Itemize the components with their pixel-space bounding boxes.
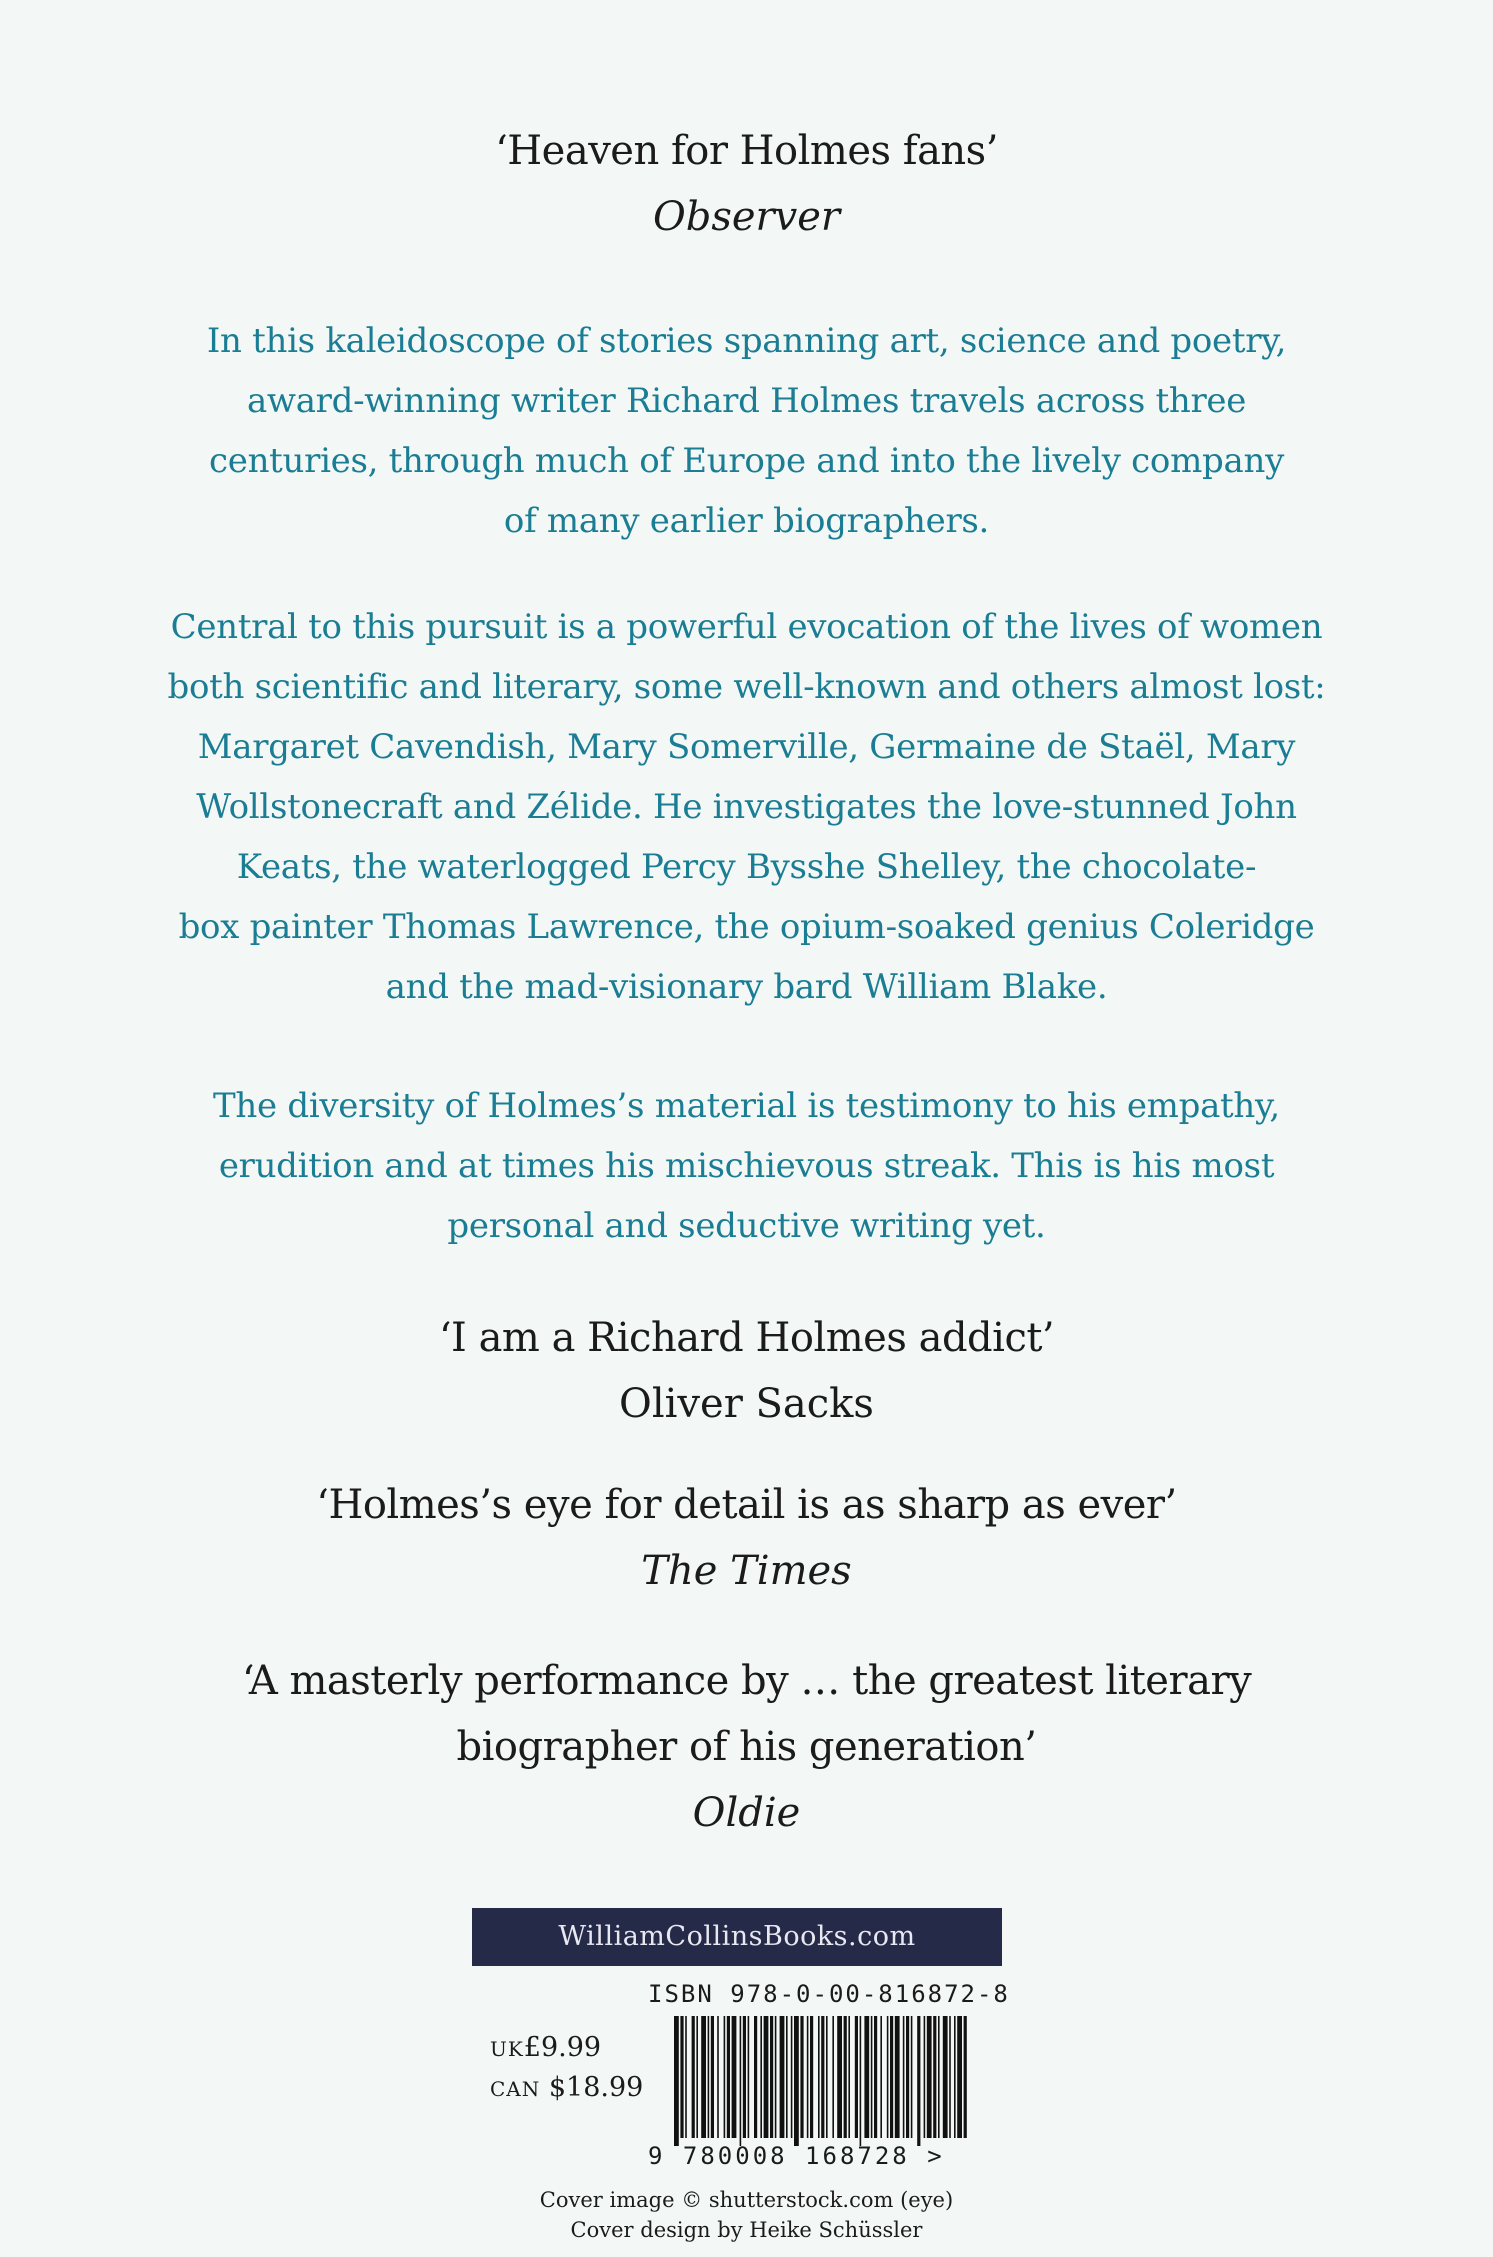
- blurb-paragraph-3: [0, 1076, 1493, 1256]
- barcode-bar: [964, 2016, 967, 2138]
- cover-image-credit: Cover image © shutterstock.com (eye): [539, 2188, 954, 2212]
- blurb-line: award-winning writer Richard Holmes travels across three: [246, 381, 1247, 421]
- barcode-bar: [890, 2016, 893, 2138]
- price-uk-value: £9.99: [523, 2032, 602, 2063]
- cover-design-credit: Cover design by Heike Schüssler: [570, 2218, 923, 2242]
- barcode-bar: [775, 2016, 777, 2138]
- barcode-bar: [871, 2016, 873, 2138]
- barcode-bar: [764, 2016, 769, 2138]
- barcode-bar: [860, 2016, 862, 2146]
- barcode-bar: [732, 2016, 737, 2138]
- barcode-bar: [848, 2016, 850, 2138]
- quote-text: ‘Heaven for Holmes fans’: [495, 128, 998, 174]
- quote-source: Oldie: [692, 1790, 801, 1836]
- barcode-bar: [740, 2016, 742, 2146]
- barcode-bar: [810, 2016, 813, 2138]
- barcode-bar: [701, 2016, 706, 2138]
- blurb-line: Central to this pursuit is a powerful evocation of the lives of women: [170, 607, 1323, 647]
- barcode-bar: [903, 2016, 905, 2138]
- blurb-line: The diversity of Holmes’s material is testimony to his empathy,: [213, 1086, 1280, 1126]
- barcode-bar: [821, 2016, 824, 2138]
- barcode-bar: [864, 2016, 869, 2138]
- barcode-bar: [674, 2016, 679, 2146]
- blurb-paragraph-1: [0, 311, 1493, 551]
- barcode-bar: [957, 2016, 962, 2138]
- barcode-bar: [708, 2016, 710, 2138]
- barcode-bar: [685, 2016, 687, 2138]
- publisher-website-link[interactable]: WilliamCollinsBooks.com: [472, 1908, 1002, 1966]
- quote-text: ‘I am a Richard Holmes addict’: [438, 1315, 1055, 1361]
- barcode-bar: [780, 2016, 785, 2138]
- blurb-line: centuries, through much of Europe and into the lively company: [209, 441, 1284, 481]
- barcode-bar: [791, 2016, 793, 2138]
- blurb-line: In this kaleidoscope of stories spanning art, science and poetry,: [206, 321, 1287, 361]
- barcode-bar: [770, 2016, 773, 2138]
- barcode-bar: [786, 2016, 788, 2138]
- blurb-line: Keats, the waterlogged Percy Bysshe Shelley, the chocolate-: [236, 847, 1257, 887]
- review-quote-1: [0, 118, 1493, 250]
- barcode-bar: [837, 2016, 842, 2138]
- barcode-bar: [874, 2016, 877, 2138]
- blurb-line: Margaret Cavendish, Mary Somerville, Germaine de Staël, Mary: [197, 727, 1296, 767]
- quote-text: ‘Holmes’s eye for detail is as sharp as ever’: [316, 1482, 1177, 1528]
- quote-source: Observer: [652, 194, 841, 240]
- barcode-bar: [887, 2016, 889, 2138]
- barcode-bar: [754, 2016, 757, 2138]
- barcode-bar: [933, 2016, 936, 2138]
- price-uk-label: UK: [490, 2037, 524, 2061]
- barcode-bar: [724, 2016, 726, 2138]
- barcode-bar: [818, 2016, 820, 2138]
- barcode-bar: [760, 2016, 762, 2138]
- barcode-bar: [696, 2016, 698, 2138]
- barcode-bar: [794, 2016, 799, 2146]
- blurb-line: box painter Thomas Lawrence, the opium-soaked genius Coleridge: [178, 907, 1315, 947]
- barcode-bar: [844, 2016, 847, 2138]
- barcode-bar: [911, 2016, 913, 2138]
- barcode-bar: [906, 2016, 909, 2138]
- blurb-line: Wollstonecraft and Zélide. He investigates the love-stunned John: [196, 787, 1297, 827]
- barcode-bar: [748, 2016, 750, 2138]
- blurb-line: erudition and at times his mischievous streak. This is his most: [218, 1146, 1275, 1186]
- barcode-bar: [938, 2016, 940, 2138]
- blurb-line: both scientific and literary, some well-known and others almost lost:: [167, 667, 1326, 707]
- barcode-bar: [692, 2016, 695, 2138]
- barcode-bar: [924, 2016, 926, 2138]
- barcode-bar: [832, 2016, 834, 2138]
- quote-source: Oliver Sacks: [619, 1381, 874, 1427]
- blurb-paragraph-2: [0, 597, 1493, 1017]
- barcode-bar: [927, 2016, 932, 2138]
- quote-source: The Times: [641, 1548, 852, 1594]
- barcode-bar: [680, 2016, 683, 2138]
- barcode-bar: [727, 2016, 730, 2138]
- blurb-line: and the mad-visionary bard William Blake.: [385, 967, 1108, 1007]
- cover-credits: [0, 2185, 1493, 2245]
- review-quote-3: [0, 1472, 1493, 1604]
- barcode-bar: [943, 2016, 948, 2138]
- blurb-line: personal and seductive writing yet.: [447, 1206, 1046, 1246]
- barcode-bar: [954, 2016, 956, 2138]
- barcode-image: [672, 2016, 972, 2146]
- price-can: [490, 2072, 643, 2103]
- barcode-bar: [800, 2016, 803, 2138]
- price-uk: [490, 2032, 601, 2063]
- barcode-bar: [949, 2016, 951, 2138]
- barcode-bar: [711, 2016, 714, 2138]
- price-can-value: $18.99: [548, 2072, 644, 2103]
- quote-text-line-1: ‘A masterly performance by … the greatest literary: [241, 1658, 1252, 1704]
- barcode-bar: [717, 2016, 719, 2138]
- barcode-bar: [855, 2016, 858, 2138]
- isbn-number: ISBN 978-0-00-816872-8: [648, 1980, 1010, 2008]
- barcode-bar: [826, 2016, 828, 2138]
- barcode-bar: [895, 2016, 900, 2138]
- barcode-bar: [917, 2016, 920, 2146]
- barcode-bar: [807, 2016, 809, 2138]
- blurb-line: of many earlier biographers.: [503, 501, 990, 541]
- price-can-label: CAN: [490, 2077, 541, 2101]
- review-quote-2: [0, 1305, 1493, 1437]
- barcode-bar: [743, 2016, 746, 2138]
- quote-text-line-2: biographer of his generation’: [456, 1724, 1037, 1770]
- review-quote-4: [0, 1648, 1493, 1846]
- barcode-digits: 9 780008 168728 >: [648, 2142, 945, 2170]
- barcode-bar: [880, 2016, 882, 2138]
